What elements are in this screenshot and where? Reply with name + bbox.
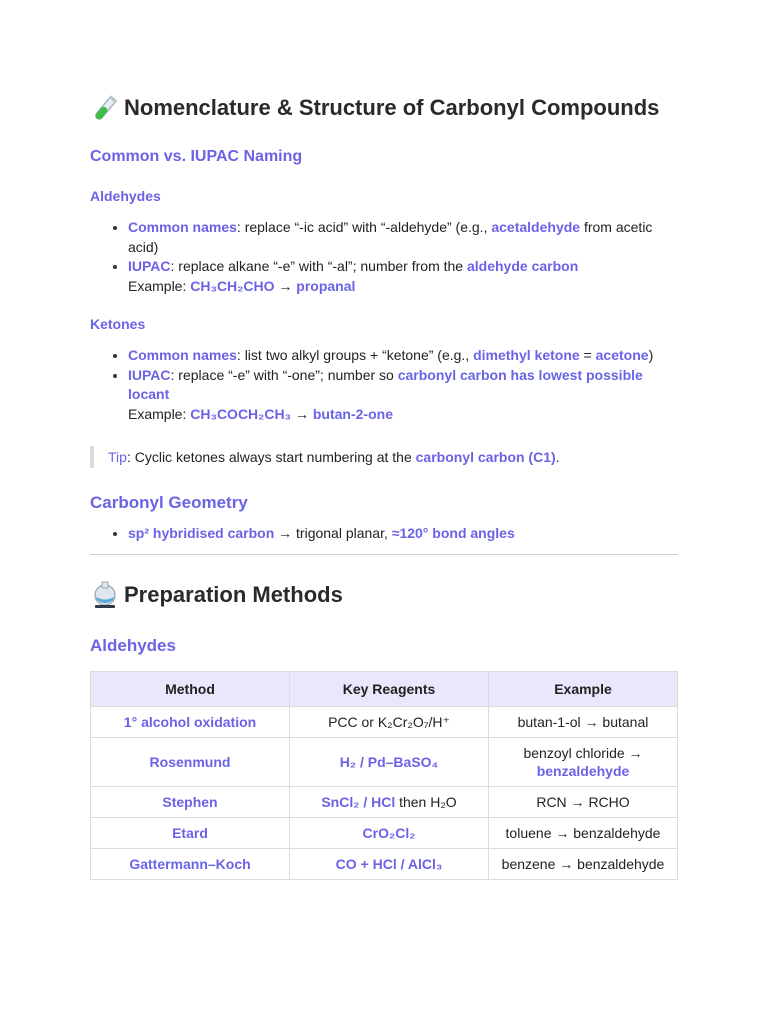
- example-cell: [489, 737, 678, 786]
- term-emph: ≈120° bond angles: [391, 525, 515, 541]
- section-title-nomenclature: [90, 92, 678, 124]
- method-cell: Gattermann–Koch: [91, 848, 290, 879]
- formula: CH₃COCH₂CH₃: [190, 405, 292, 422]
- tip-callout: [90, 446, 678, 468]
- text: : list two alkyl groups + “ketone” (e.g.,: [236, 347, 474, 363]
- term-label: IUPAC: [128, 366, 171, 383]
- text: =: [579, 347, 596, 363]
- heading-geometry: Carbonyl Geometry: [90, 493, 248, 512]
- term-label: IUPAC: [128, 258, 171, 274]
- term-label: Common names: [128, 219, 237, 235]
- flask-icon: [90, 580, 120, 610]
- text: .: [555, 449, 560, 465]
- text: Example:: [128, 405, 191, 422]
- table-row: [91, 706, 678, 737]
- compound-name: butan-2-one: [312, 405, 393, 422]
- term-emph: aldehyde carbon: [466, 258, 579, 274]
- page-title: Nomenclature & Structure of Carbonyl Compounds: [124, 95, 660, 120]
- column-header: Method: [91, 671, 290, 706]
- table-row: [91, 848, 678, 879]
- list-item: [128, 366, 678, 425]
- reagents-cell: PCC or K₂Cr₂O₇/H⁺: [290, 706, 489, 737]
- text: : replace “-e” with “-one”; number so: [170, 366, 398, 383]
- column-header: Example: [489, 671, 678, 706]
- tip-label: Tip: [108, 449, 127, 465]
- term-example: dimethyl ketone: [473, 347, 580, 363]
- heading-aldehydes-prep: Aldehydes: [90, 635, 176, 655]
- text: from acetic acid): [128, 219, 653, 255]
- reagents-emph: SnCl₂ / HCl: [321, 793, 396, 810]
- list-item: [128, 218, 678, 257]
- arrow: →: [291, 405, 313, 422]
- section-title-preparation: [90, 579, 678, 611]
- column-header: Key Reagents: [290, 671, 489, 706]
- heading-ketones: Ketones: [90, 316, 146, 332]
- text: : replace “-ic acid” with “-aldehyde” (e.g.,: [236, 219, 492, 235]
- term-label: Common names: [128, 347, 237, 363]
- example-cell: RCN → RCHO: [489, 786, 678, 817]
- section-title: Preparation Methods: [124, 581, 343, 607]
- text: : replace alkane “-e” with “-al”; number from the: [170, 258, 467, 274]
- text: ): [648, 347, 654, 363]
- table-row: [91, 737, 678, 786]
- ketone-naming-list: [90, 346, 678, 424]
- method-cell: Rosenmund: [91, 737, 290, 786]
- list-item: [128, 257, 678, 296]
- example-text: benzoyl chloride →: [523, 744, 643, 761]
- text: → trigonal planar,: [274, 525, 392, 541]
- text: : Cyclic ketones always start numbering at the: [126, 449, 416, 465]
- heading-aldehydes: Aldehydes: [90, 188, 161, 204]
- example-cell: benzene → benzaldehyde: [489, 848, 678, 879]
- aldehyde-naming-list: [90, 218, 678, 296]
- test-tube-icon: [90, 93, 120, 123]
- heading-naming: Common vs. IUPAC Naming: [90, 148, 303, 165]
- reagents-cell: H₂ / Pd–BaSO₄: [290, 737, 489, 786]
- table-row: [91, 817, 678, 848]
- method-cell: Stephen: [91, 786, 290, 817]
- preparation-table: [90, 671, 678, 880]
- list-item: [128, 524, 678, 544]
- compound-name: propanal: [296, 277, 356, 294]
- table-row: [91, 786, 678, 817]
- reagents-cell: CrO₂Cl₂: [290, 817, 489, 848]
- term-label: sp² hybridised carbon: [128, 525, 275, 541]
- geometry-list: [90, 524, 678, 544]
- arrow: →: [274, 277, 297, 294]
- reagents-cell: [290, 786, 489, 817]
- tip-emph: carbonyl carbon (C1): [415, 449, 556, 465]
- method-cell: 1° alcohol oxidation: [91, 706, 290, 737]
- term-emph: carbonyl carbon has lowest possible locant: [128, 366, 643, 402]
- term-example: acetaldehyde: [491, 219, 581, 235]
- table-header-row: [91, 671, 678, 706]
- reagents-text: then H₂O: [395, 793, 457, 810]
- document: [90, 92, 678, 880]
- example-cell: butan-1-ol → butanal: [489, 706, 678, 737]
- divider: [90, 554, 678, 555]
- formula: CH₃CH₂CHO: [190, 277, 275, 294]
- list-item: [128, 346, 678, 366]
- term-example: acetone: [595, 347, 649, 363]
- text: Example:: [128, 277, 191, 294]
- reagents-cell: CO + HCl / AlCl₃: [290, 848, 489, 879]
- example-emph: benzaldehyde: [536, 762, 630, 779]
- example-cell: toluene → benzaldehyde: [489, 817, 678, 848]
- method-cell: Etard: [91, 817, 290, 848]
